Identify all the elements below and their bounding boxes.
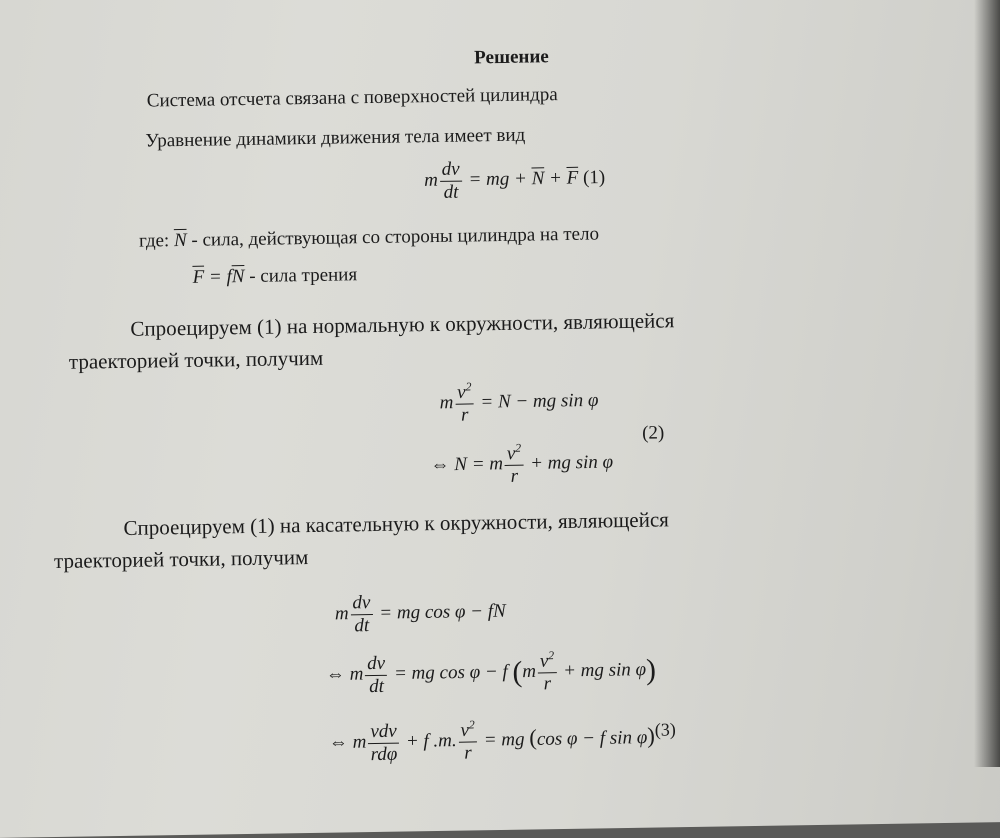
text-projection-normal-2: траекторией точки, получим <box>68 345 324 374</box>
text-frame: Система отсчета связана с поверхностей цилиндра <box>146 84 558 112</box>
equation-2a: m $\frac{v^2}{r}$ = N − mg sin φ <box>439 380 599 426</box>
eq1-m: m <box>423 169 439 191</box>
text-projection-tangent-2: траекторией точки, получим <box>53 545 309 574</box>
equation-1: m $\frac{dv}{dt}$ = mg + $\overline{N} + \overline{F}$ (1) <box>423 158 606 203</box>
eq1-fraction: $\frac{dv}{dt}$ <box>440 159 463 204</box>
text-projection-tangent-1: Спроецируем (1) на касательную к окружности, являющейся <box>123 507 670 540</box>
equation-3c: ⇔ m $\frac{\text{vdv}}{\text{rdφ}}$ + f .m. $\frac{v^2}{r}$ = mg (cos φ − f sin φ)$^{(3)}$ <box>328 718 676 765</box>
text-dynamics: Уравнение динамики движения тела имеет вид <box>145 124 526 152</box>
page-edge-shadow <box>974 0 1000 767</box>
equation-2b: ⇔ N = m $\frac{v^2}{r}$ + mg sin φ <box>430 441 614 488</box>
text-friction: $\overline{F} = f\overline{N}$ - сила трения <box>192 264 358 288</box>
equation-2-label: (2) <box>641 422 665 444</box>
eq1-rhs-mg: = mg <box>468 168 510 191</box>
equation-3b: ⇔ m $\frac{dv}{dt}$ = mg cos φ − f (m $\frac{v^2}{r}$ + mg sin φ) <box>325 649 657 697</box>
eq3-label: (3) <box>654 719 676 740</box>
eq1-label: (1) <box>582 167 606 189</box>
text-where-N: где: $\overline{N}$ - сила, действующая со стороны цилиндра на тело <box>138 223 600 252</box>
eq1-N: $\overline{N}$ <box>531 167 545 190</box>
heading: Решение <box>474 46 549 69</box>
eq1-F: $\overline{F}$ <box>566 167 579 189</box>
equation-3a: m $\frac{dv}{dt}$ = mg cos φ − fN <box>334 592 506 637</box>
text-projection-normal-1: Спроецируем (1) на нормальную к окружности, являющейся <box>130 308 675 341</box>
